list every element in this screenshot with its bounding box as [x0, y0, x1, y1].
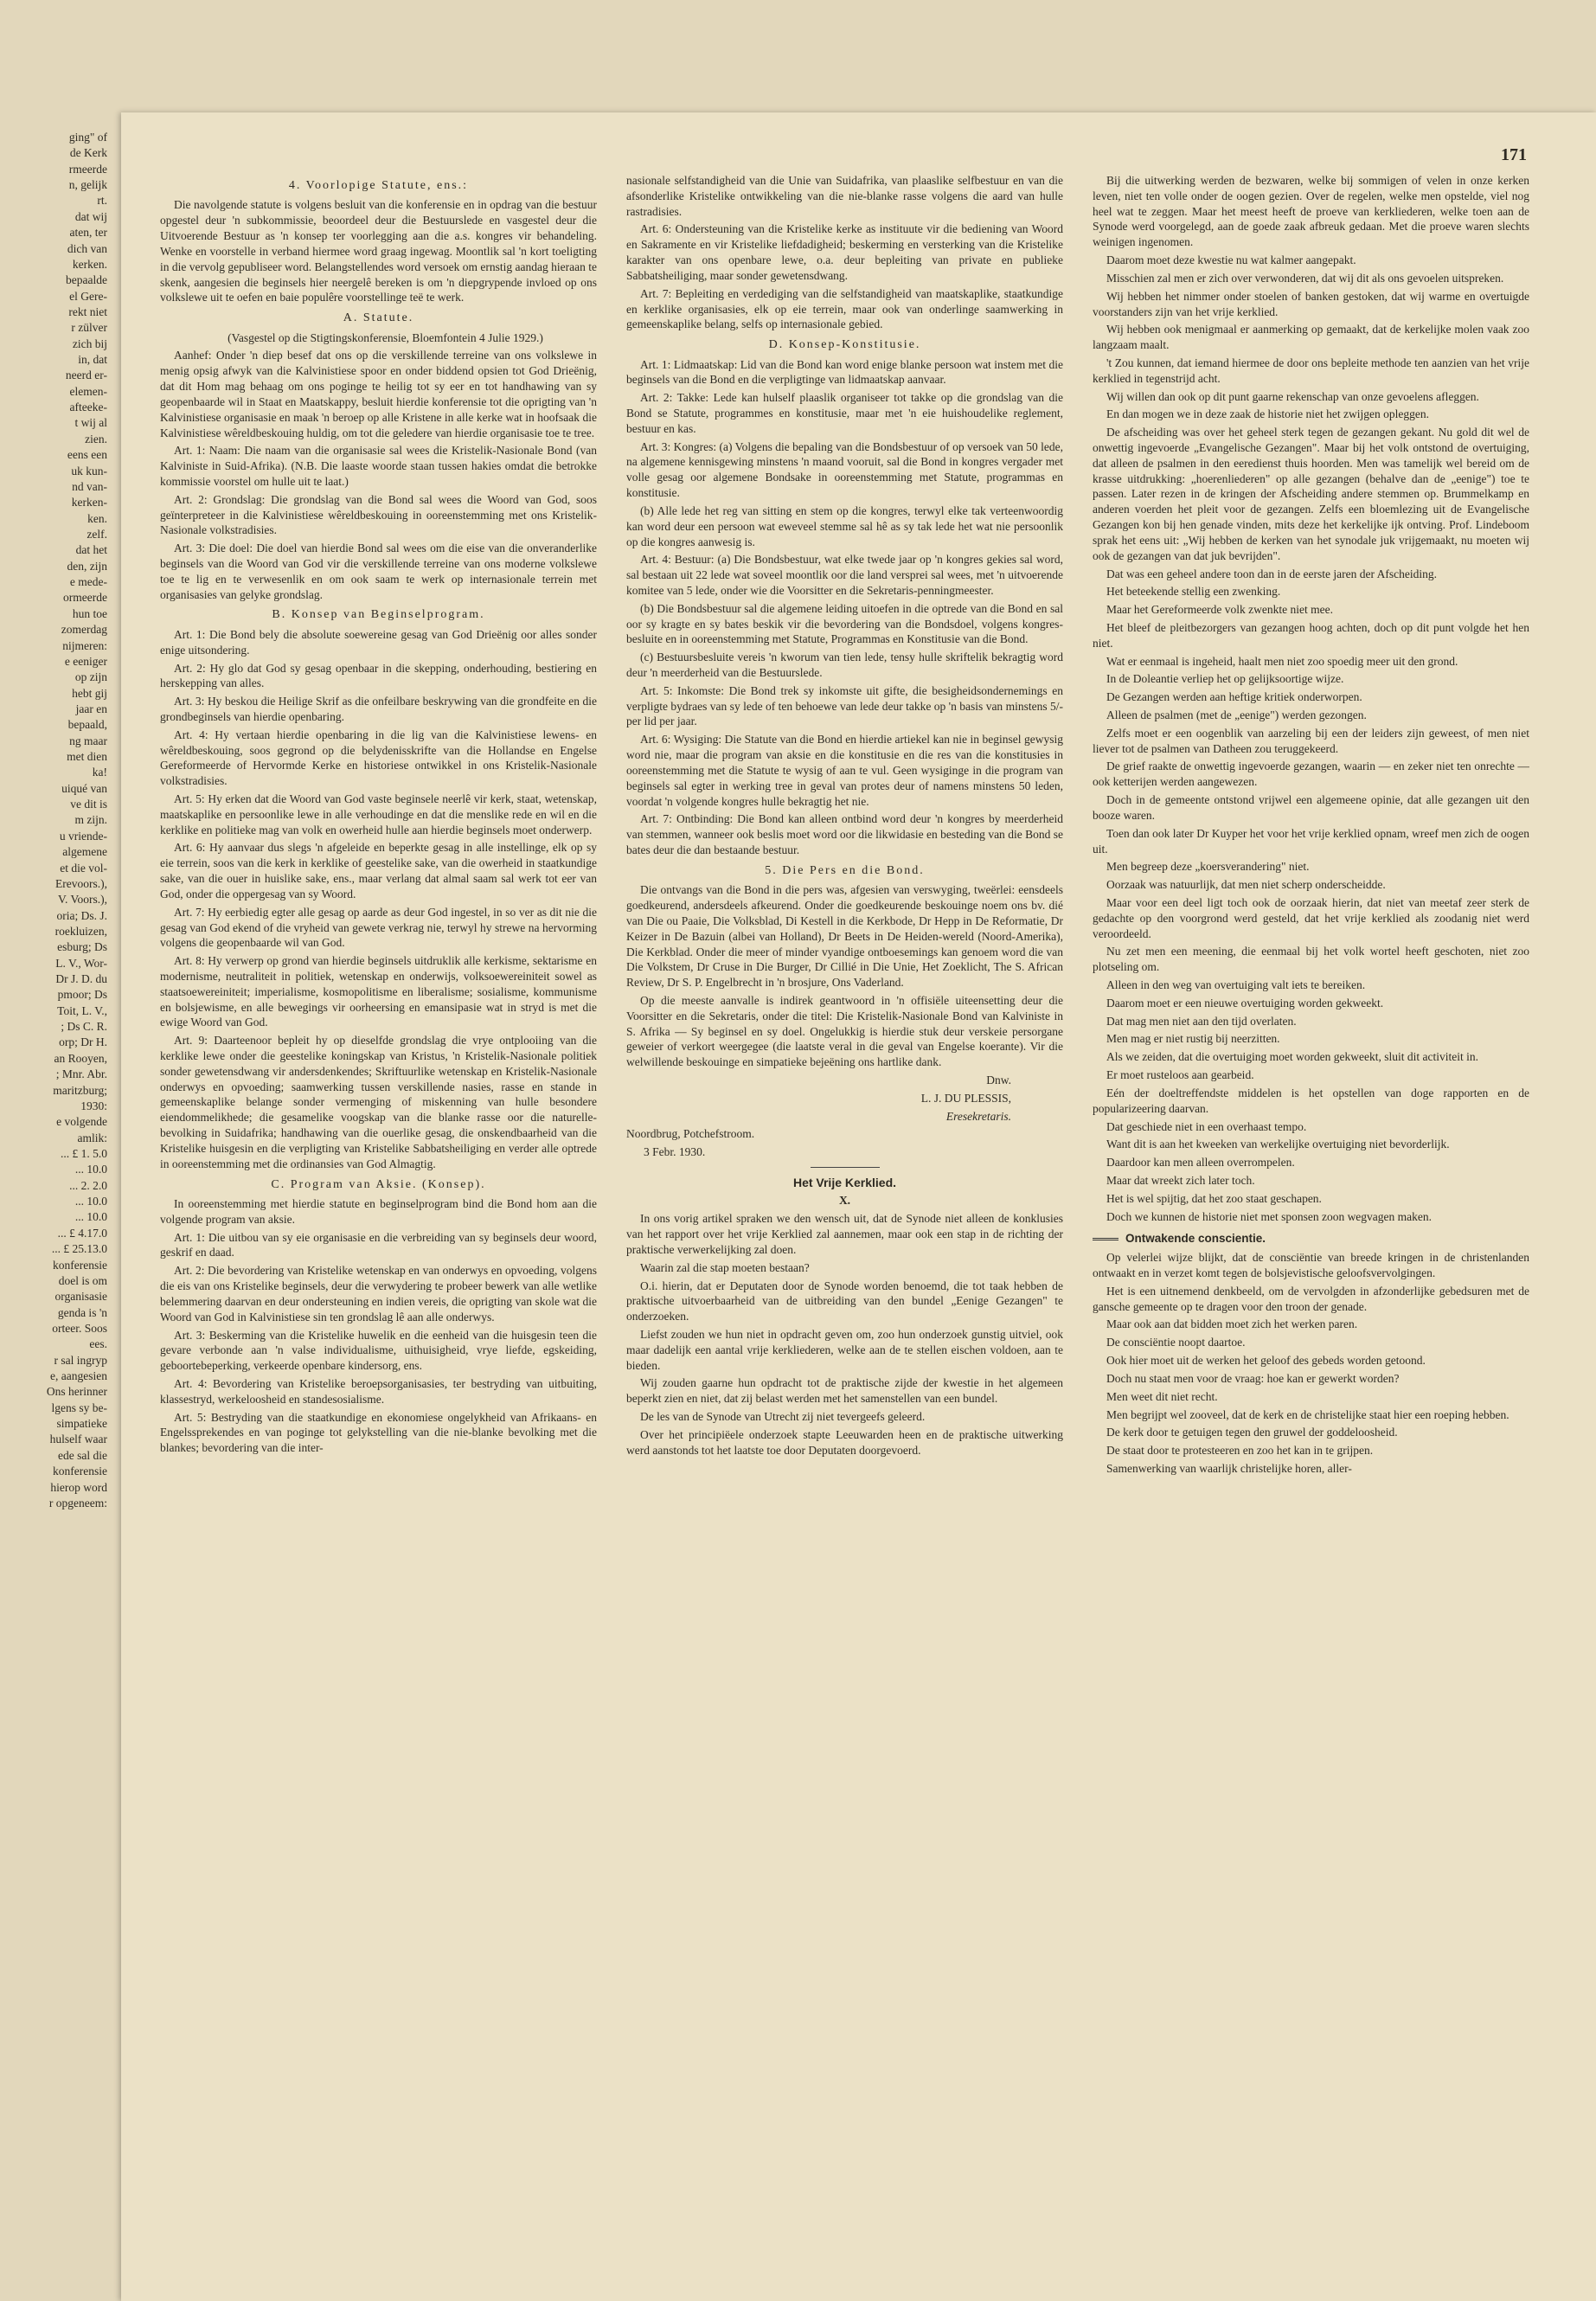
margin-fragment: Ons herinner — [46, 1385, 107, 1399]
paragraph: Art. 3: Hy beskou die Heilige Skrif as die onfeilbare beskrywing van die grondfeite en die grondbeginsels van hierdie openbaring. — [160, 695, 597, 723]
margin-fragment: dich van — [67, 241, 107, 255]
margin-fragment: m zijn. — [74, 813, 107, 827]
margin-fragment: konferensie — [53, 1465, 107, 1478]
paragraph: Op die meeste aanvalle is indirek geantwoord in 'n offisiële uiteensetting deur die Voorsitter en die Sekretaris, onder die titel: Die Kristelik-Nasionale Bond van Kalviniste in S. Afrika — Sy beginsel en sy doel. Ongelukkig is hierdie stuk deur verskeie persorgane geweier of verkort weergegee (die laatste veral in die geval van Engelse koerante). Vir die welwillende beskouinge en simpatieke bejeëning ons hartlike dank. — [626, 993, 1063, 1069]
margin-fragment: konferensie — [53, 1258, 107, 1272]
margin-fragment: esburg; Ds — [57, 940, 107, 954]
margin-fragment: Dr J. D. du — [55, 972, 107, 986]
margin-fragment: ... 10.0 — [74, 1210, 107, 1224]
margin-fragment: ... £ 25.13.0 — [51, 1242, 107, 1256]
margin-fragment: genda is 'n — [57, 1305, 107, 1319]
margin-fragment: el Gere- — [69, 289, 107, 303]
paragraph: Wij willen dan ook op dit punt gaarne rekenschap van onze gevoelens afleggen. — [1106, 389, 1479, 403]
paragraph: Doch in de gemeente ontstond vrijwel een algemeene opinie, dat alle gezangen uit den booze waren. — [1093, 793, 1529, 822]
margin-fragment: e mede- — [69, 575, 107, 589]
margin-fragment: hulself waar — [49, 1433, 107, 1446]
paragraph: Art. 5: Hy erken dat die Woord van God vaste beginsele neerlê vir kerk, staat, wetenskap, maatskaplike en persoonlike lewe in alle verhoudinge en dat die menslike rede en wil en die kerklike en politieke mag van volk en owerheid hulle aan hierdie beginsels moet onderwerp. — [160, 792, 597, 836]
heading-rule-mark — [1093, 1238, 1118, 1240]
heading-statute: 4. Voorlopige Statute, ens.: — [288, 179, 469, 192]
paragraph: (Vasgestel op die Stigtingskonferensie, Bloemfontein 4 Julie 1929.) — [228, 330, 543, 344]
margin-fragment: zomerdag — [61, 623, 107, 637]
margin-fragment: e volgende — [56, 1115, 107, 1129]
paragraph: In ooreenstemming met hierdie statute en beginselprogram bind die Bond hom aan die volgende program van aksie. — [160, 1197, 597, 1226]
paragraph: Ook hier moet uit de werken het geloof des gebeds worden getoond. — [1106, 1354, 1426, 1368]
margin-fragment: ... 2. 2.0 — [69, 1178, 107, 1192]
paragraph: In ons vorig artikel spraken we den wensch uit, dat de Synode niet alleen de konklusies van het rapport over het vrije Kerklied zal aannemen, maar ook een stap in de richting der praktische verwerkelijking zal doen. — [626, 1212, 1063, 1256]
divider — [811, 1167, 880, 1168]
margin-fragment: ees. — [89, 1337, 107, 1351]
column-2 — [626, 173, 1063, 2214]
paragraph: Die navolgende statute is volgens besluit van die konferensie en in opdrag van die bestuur opgestel deur 'n subkommissie, beoordeel deur die Bestuurslede en vasgestel deur die Uitvoerende Bestuur as 'n konsep ter voorlegging aan die a.s. kongres vir behandeling. Wenke en voorstelle in verband hiermee word graag ingewag. Moontlik sal 'n kort toeligting in die vervolg gepubliseer word. Belangstellendes word versoek om ernstig aandag hieraan te skenk, aangesien die beginsels hier neergelê bereken is om 'n diepgrypende invloed op ons volkslewe uit te oefen en baie populêre voorstellinge teë te werk. — [160, 198, 597, 304]
place: Noordbrug, Potchefstroom. — [626, 1127, 755, 1141]
margin-fragment: V. Voors.), — [57, 893, 107, 907]
heading-pers: 5. Die Pers en die Bond. — [765, 863, 925, 877]
margin-fragment: ng maar — [69, 734, 107, 747]
paragraph: Maar voor een deel ligt toch ook de oorzaak hierin, dat niet van meetaf zeer sterk de gedachte op den voorgrond werd gesteld, dat het vrije kerklied als zoodanig niet werd veroordeeld. — [1093, 895, 1529, 940]
paragraph: Wat er eenmaal is ingeheid, haalt men niet zoo spoedig meer uit den grond. — [1106, 654, 1458, 668]
margin-fragment: rmeerde — [68, 162, 107, 176]
paragraph: Art. 9: Daarteenoor bepleit hy op dieselfde grondslag die vrye ontplooiing van die kerklike lewe onder die geestelike koningskap van Kristus, 'n Kristelik-Nasionale politiek sonder gewetensdwang vir andersdenkendes; Skriftuurlike wetenskap en Kristelik-Nasionale onderwys en opvoeding; saamwerking tussen verskillende nasies, rasse en stande in gemeenskaplike belange sonder vermenging of miskenning van hulle besondere eiendommelikhede; die gesamelike voogskap van die blanke rasse oor die naturelle-bevolking in Suidafrika; handhawing van die ouerlike gesag, die onskendbaarheid van die Kristelike huisgesin en die verpligting van Kristelike Sabbatsheiliging en verder alle optrede in ooreenstemming met die ordinansies van God Almagtig. — [160, 1034, 597, 1170]
paragraph: Maar ook aan dat bidden moet zich het werken paren. — [1106, 1317, 1358, 1331]
margin-fragment: 1930: — [80, 1099, 107, 1112]
paragraph: Liefst zouden we hun niet in opdracht geven om, zoo hun onderzoek gunstig uitviel, ook maar dadelijk een aantal vrije kerkliederen, welke aan de te stellen eischen voldoen, aan te bieden. — [626, 1328, 1063, 1372]
margin-fragment: aten, ter — [69, 226, 107, 240]
paragraph: Aanhef: Onder 'n diep besef dat ons op die verskillende terreine van ons volkslewe in menig opsig afwyk van die Kalvinistiese spoor en onder biddend opsien tot God Drieënig, dat dit Hom mag behaag om ons poginge te heilig tot sy eer en tot handhawing van sy geopenbaarde wil in Staat en Maatskappy, besluit hierdie konferensie tot die oprigting van 'n Kalvinistiese organisasie en maak 'n beroep op alle Kristene in alle kerke wat in hoofsaak die Kalvinistiese wêreldbeskouing huldig, om tot die geledere van hierdie organisasie toe te tree. — [160, 349, 597, 439]
paragraph: Men begrijpt wel zooveel, dat de kerk en de christelijke staat hier een roeping hebben. — [1106, 1407, 1509, 1421]
paragraph: Zelfs moet er een oogenblik van aarzeling bij een der leiders zijn geweest, of men niet liever tot de psalmen van Datheen zou teruggekeerd. — [1093, 726, 1529, 755]
heading-konstitusie: D. Konsep-Konstitusie. — [768, 338, 921, 352]
paragraph: Art. 7: Hy eerbiedig egter alle gesag op aarde as deur God ingestel, in so ver as dit nie die gesag van God ekend of die vryheid van gewete verkrag nie, terwyl hy strewe na hervorming volgens die geopenbaarde wil van God. — [160, 905, 597, 950]
paragraph: Misschien zal men er zich over verwonderen, dat wij dit als ons gevoelen uitspreken. — [1106, 271, 1504, 285]
margin-fragment: maritzburg; — [53, 1083, 107, 1097]
paragraph: Oorzaak was natuurlijk, dat men niet scherp onderscheidde. — [1106, 878, 1386, 892]
heading-program-aksie: C. Program van Aksie. (Konsep). — [271, 1177, 486, 1191]
paragraph: Art. 3: Kongres: (a) Volgens die bepaling van die Bondsbestuur of op versoek van 50 lede, na algemene kennisgewing minstens 'n maand vooruit, sal die Bond in kongres vergader met volle gesag oor algemene Bondsake in ooreenstemming met Statute, programmas en konstitusie. — [626, 439, 1063, 500]
margin-fragment: bepaald, — [67, 718, 107, 732]
margin-fragment: ken. — [87, 511, 107, 525]
paragraph: Art. 7: Ontbinding: Die Bond kan alleen ontbind word deur 'n kongres by meerderheid van stemmen, wanneer ook beslis moet word oor die likwidasie en besteding van die Bond se bates deur die dan bestaande bestuur. — [626, 812, 1063, 856]
margin-fragment: orp; Dr H. — [59, 1035, 107, 1049]
margin-fragment: Toit, L. V., — [57, 1003, 107, 1017]
margin-fragment: r sal ingryp — [54, 1353, 107, 1367]
paragraph: (c) Bestuursbesluite vereis 'n kworum van tien lede, tensy hulle skriftelik bekragtig word deur 'n meerderheid van die Bestuurslede. — [626, 651, 1063, 680]
paragraph: Art. 1: Naam: Die naam van die organisasie sal wees die Kristelik-Nasionale Bond (van Kalviniste in Suid-Afrika). (N.B. Die laaste woorde staan tussen hakies omdat die betrokke kommissie voorstel om hulle uit te laat.) — [160, 444, 597, 488]
paragraph: Nu zet men een meening, die eenmaal bij het volk wortel heeft geschoten, niet zoo plotseling om. — [1093, 945, 1529, 974]
margin-fragment: bepaalde — [66, 273, 107, 287]
margin-fragment: ede sal die — [58, 1448, 107, 1462]
paragraph: De grief raakte de onwettig ingevoerde gezangen, waarin — en zeker niet ten onrechte — ook ketterijen werden aangewezen. — [1093, 760, 1529, 789]
margin-fragment: ... 10.0 — [74, 1163, 107, 1176]
paragraph: Het is een uitnemend denkbeeld, om de vervolgden in afzonderlijke gebedsuren met de gansche gemeente op te dragen voor den troon der genade. — [1093, 1284, 1529, 1313]
paragraph: Art. 1: Lidmaatskap: Lid van die Bond kan word enige blanke persoon wat instem met die beginsels van die Bond en die verpligtinge van lidmaatskap aanvaar. — [626, 357, 1063, 387]
paragraph: Want dit is aan het kweeken van werkelijke overtuiging niet bevorderlijk. — [1106, 1138, 1450, 1151]
paragraph: Er moet rusteloos aan gearbeid. — [1106, 1068, 1254, 1082]
paragraph: Art. 6: Wysiging: Die Statute van die Bond en hierdie artiekel kan nie in beginsel gewysig word nie, maar die program van aksie en die konstitusie en die res van die konstitusies in ooreenstemming met die Statute te wysig of aan te vul. Geen wysiginge in die program van beginsels sal egter in werking tree in geval van protes deur of namens minstens 50 leden, voordat 'n volgende kongres hulle bekragtig het nie. — [626, 733, 1063, 808]
paragraph: Art. 2: Grondslag: Die grondslag van die Bond sal wees die Woord van God, soos geïnterpreteer in die Kalvinistiese wêreldbeskouing in ooreenstemming met ons Kristelik-Nasionale volkstradisies. — [160, 492, 597, 537]
margin-fragment: pmoor; Ds — [57, 988, 107, 1002]
paragraph: Wij hebben het nimmer onder stoelen of banken gestoken, dat wij warme en overtuigde voorstanders zijn van het vrije kerklied. — [1093, 289, 1529, 318]
paragraph: Daarom moet er een nieuwe overtuiging worden gekweekt. — [1106, 996, 1384, 1009]
paragraph: Over het principiëele onderzoek stapte Leeuwarden heen en de praktische uitwerking werd aanstonds tot het laatste toe door Deputaten doorgevoerd. — [626, 1427, 1063, 1457]
paragraph: Daardoor kan men alleen overrompelen. — [1106, 1156, 1295, 1170]
margin-fragment: roekluizen, — [54, 924, 107, 938]
paragraph: Alleen in den weg van overtuiging valt iets te bereiken. — [1106, 978, 1366, 991]
heading-statute-a: A. Statute. — [343, 311, 414, 325]
margin-fragment: neerd er- — [65, 369, 107, 382]
paragraph: Die ontvangs van die Bond in die pers was, afgesien van verswyging, tweërlei: eensdeels goedkeurend, andersdeels afkeurend. Onder die goedkeurende beskouinge noem ons bv. dié van Die ou Paaie, Die Volksblad, Di Kestell in die Kerkbode, Dr Hepp in De Reformatie, Dr Keizer in De Bazuin (albei van Holland), Dr Beets in De Heiden-wereld (Noord-Amerika), Die Kerkblad. Onder die meer of minder vyandige ontboesemings kan genoem word die van Die Volkstem, Dr Cruse in Die Burger, Dr Cillié in Die Unie, Het Zoeklicht, The S. African Review, Dr S. P. Engelbrecht in 'n brosjure, Ons Vaderland. — [626, 883, 1063, 990]
margin-fragment: Erevoors.), — [55, 876, 107, 890]
paragraph: Men mag er niet rustig bij neerzitten. — [1106, 1032, 1280, 1046]
paragraph: Art. 4: Bestuur: (a) Die Bondsbestuur, wat elke twede jaar op 'n kongres gekies sal word, sal bestaan uit 22 lede wat soveel moontlik oor die land versprei sal wees, met 'n uitvoerende komitee van 5 lede, onder wie die Voorsitter en die Sekretaris-penningmeester. — [626, 553, 1063, 597]
paragraph: In de Doleantie verliep het op gelijksoortige wijze. — [1106, 672, 1344, 686]
paragraph: Doch nu staat men voor de vraag: hoe kan er gewerkt worden? — [1106, 1371, 1400, 1385]
paragraph: Men weet dit niet recht. — [1106, 1389, 1218, 1403]
paragraph: Men begreep deze „koersverandering" niet. — [1106, 860, 1310, 874]
paragraph: Wij hebben ook menigmaal er aanmerking op gemaakt, dat de kerkelijke molen vaak zoo langzaam maalt. — [1093, 323, 1529, 352]
margin-fragment: ; Ds C. R. — [61, 1020, 107, 1034]
paragraph: Bij die uitwerking werden de bezwaren, welke bij sommigen of velen in onze kerken leven, niet ten volle onder de oogen gezien. Over de regelen, welke men opstelde, viel nog heel wat te zeggen. Maar het meest heeft de proeve van kerkliederen, welke toen aan de Synode werd voorgelegd, aan de goede zaak afbreuk gedaan. Met die proeve waren slechts weinigen ingenomen. — [1093, 174, 1529, 249]
signature-name: L. J. DU PLESSIS, — [920, 1091, 1011, 1105]
paragraph: (b) Die Bondsbestuur sal die algemene leiding uitoefen in die optrede van die Bond en sal oor sy kragte en sy bates beskik vir die bevordering van die Bondsdoel, volgens kongres-besluite en in ooreenstemming met Statute, Programmas en Konstitusie van die Bond. — [626, 601, 1063, 646]
margin-fragment: e eeniger — [64, 654, 107, 668]
signature-title: Eresekretaris. — [945, 1109, 1011, 1123]
margin-fragment: jaar en — [75, 702, 107, 715]
paragraph: Art. 8: Hy verwerp op grond van hierdie beginsels uitdruklik alle kerkisme, sektarisme en modernisme, neutraliteit in politiek, wetenskap en onderwijs, volksoewereiniteit sowel as staatsoewereiniteit; imperialisme, kosmopolitisme en liberalisme; sosialisme, kommunisme en bolsjewisme, en alle bewegings vir oorheersing en emansipasie wat in stryd is met die ewige Woord van God. — [160, 954, 597, 1029]
margin-fragment: t wij al — [74, 416, 107, 430]
paragraph: Maar dat wreekt zich later toch. — [1106, 1173, 1255, 1187]
paragraph: Art. 2: Hy glo dat God sy gesag openbaar in die skepping, onderhouding, bestiering en herskepping van alles. — [160, 661, 597, 690]
paragraph: Waarin zal die stap moeten bestaan? — [640, 1260, 810, 1274]
margin-fragment: amlik: — [77, 1131, 107, 1144]
margin-fragment: ... £ 1. 5.0 — [61, 1147, 107, 1160]
paragraph: Dat mag men niet aan den tijd overlaten. — [1106, 1014, 1297, 1028]
margin-fragment: simpatieke — [56, 1417, 107, 1431]
margin-fragment: hun toe — [72, 606, 107, 620]
paragraph: Art. 2: Takke: Lede kan hulself plaaslik organiseer tot takke op die grondslag van die Bond se Statute, programmes en konstitusie, maar met 'n eie huishoudelike reglement, bestuur en kas. — [626, 391, 1063, 435]
paragraph: Dat geschiede niet in een overhaast tempo. — [1106, 1119, 1307, 1133]
margin-fragment: ve dit is — [70, 798, 107, 811]
margin-fragment: L. V., Wor- — [55, 956, 107, 970]
margin-fragment: algemene — [62, 845, 107, 859]
article-number: X. — [838, 1193, 851, 1207]
paragraph: Art. 3: Beskerming van die Kristelike huwelik en die eenheid van die huisgesin teen die gevare verbonde aan 'n valse individualisme, uithuisigheid, vrye liefde, egskeiding, geboortebeperking, verkeerde openbare kindersorg, ens. — [160, 1328, 597, 1373]
paragraph: Eén der doeltreffendste middelen is het opstellen van doge rapporten en de popularizeering daarvan. — [1093, 1086, 1529, 1115]
column-1 — [160, 173, 597, 2214]
margin-fragment: de Kerk — [69, 146, 107, 160]
margin-fragment: ka! — [92, 766, 107, 779]
paragraph: Daarom moet deze kwestie nu wat kalmer aangepakt. — [1106, 253, 1356, 267]
paragraph: De staat door te protesteeren en zoo het kan in te grijpen. — [1106, 1444, 1374, 1458]
margin-fragment: dat wij — [74, 209, 107, 223]
paragraph: De Gezangen werden aan heftige kritiek onderworpen. — [1106, 690, 1362, 704]
heading-text: Ontwakende conscientie. — [1125, 1232, 1266, 1246]
margin-fragment: zien. — [85, 432, 107, 445]
paragraph: Art. 1: Die Bond bely die absolute soewereine gesag van God Drieënig oor alles sonder enige uitsondering. — [160, 627, 597, 657]
paragraph: De afscheiding was over het geheel sterk tegen de gezangen gekant. Nu gold dit wel de onwettig ingevoerde „Evangelische Gezangen". Maar bij het volk ontstond de overtuiging, dat alleen de psalmen in den eeredienst thuis hoorden. Men was tamelijk wel bereid om de krasse uitdrukking: „hoerenliederen" op alle gezangen (behalve dan de „eenige") toe te passen. Later rezen in de kringen der Afscheiding andere stemmen op. Brummelkamp en anderen voerden het pleit voor de gezangen. Zelfs een bloemlezing uit de Evangelische Gezangen kon bij hen genade vinden, mits deze het kerkelijke ijk ontving. Prof. Lindeboom sprak het eens uit: „Wij hebben de kerken van het synodale juk vrijgemaakt, nu moeten wij ook de gezangen van dat juk bevrijden". — [1093, 426, 1529, 562]
margin-fragment: oria; Ds. J. — [56, 908, 107, 922]
margin-fragment: ... 10.0 — [74, 1195, 107, 1208]
column-3 — [1093, 173, 1529, 2214]
margin-fragment: eens een — [67, 448, 107, 462]
paragraph: Doch we kunnen de historie niet met sponsen zoon wegvagen maken. — [1106, 1209, 1433, 1223]
paragraph: O.i. hierin, dat er Deputaten door de Synode worden benoemd, die tot taak hebben de praktische uitvoerbaarheid van de uitbreiding van den bundel „Eenige Gezangen" te onderzoeken. — [626, 1279, 1063, 1324]
margin-fragment: uk kun- — [71, 464, 107, 478]
paragraph: De consciëntie noopt daartoe. — [1106, 1336, 1246, 1349]
paragraph: Art. 1: Die uitbou van sy eie organisasie en die verbreiding van sy beginsels deur woord, geskrif en daad. — [160, 1230, 597, 1259]
margin-fragment: nd van- — [72, 479, 107, 493]
heading-beginselprogram: B. Konsep van Beginselprogram. — [272, 608, 485, 622]
margin-fragment: r zülver — [71, 321, 107, 335]
paragraph: Samenwerking van waarlijk christelijke horen, aller- — [1106, 1461, 1352, 1475]
margin-fragment: orteer. Soos — [52, 1321, 107, 1335]
page-number: 171 — [1501, 145, 1527, 164]
newspaper-page — [121, 112, 1596, 2301]
paragraph: Art. 4: Hy vertaan hierdie openbaring in die lig van die Kalvinistiese lewens- en wêreldbeskouing, soos gegrond op die belydenisskrifte van die Hollandse en Engelse Gereformeerde of Hervormde Kerke en historiese ontwikkel in ons Kristelik-Nasionale volkstradisies. — [160, 727, 597, 788]
paragraph: Wij zouden gaarne hun opdracht tot de praktische zijde der kwestie in het algemeen beperkt zien en niet, dat zij belast werden met het samenstellen van een bundel. — [626, 1376, 1063, 1406]
paragraph: De kerk door te getuigen tegen den gruwel der goddeloosheid. — [1106, 1426, 1398, 1439]
margin-fragment: kerken- — [71, 496, 107, 510]
margin-fragment: lgens sy be- — [51, 1400, 107, 1414]
paragraph: Art. 7: Bepleiting en verdediging van die selfstandigheid van maatskaplike, staatkundige en kerklike organisasies, elk op eie terrein, maar ook van onderlinge saamwerking in gemeenskaplike belang, selfs op internasionale gebied. — [626, 286, 1063, 331]
paragraph: (b) Alle lede het reg van sitting en stem op die kongres, terwyl elke tak verteenwoordig kan word deur een persoon wat eweveel stemme sal hê as sy tak lede het wat nie persoonlik op die kongres aanwesig is. — [626, 503, 1063, 548]
margin-fragment: rt. — [97, 194, 107, 208]
margin-fragment: organisasie — [54, 1290, 107, 1304]
margin-fragment: elemen- — [69, 384, 107, 398]
margin-fragment: et die vol- — [60, 861, 107, 875]
margin-fragment: op zijn — [74, 670, 107, 684]
margin-fragment: dat het — [75, 543, 107, 557]
paragraph: Art. 5: Inkomste: Die Bond trek sy inkomste uit gifte, die besigheidsondernemings en verpligte bydraes van sy lede of ten behoewe van lede deur takke op 'n basis van minstens 5/- per lid per jaar. — [626, 683, 1063, 728]
paragraph: Art. 6: Ondersteuning van die Kristelike kerke as instituute vir die bediening van Woord en Sakramente en vir Kristelike liefdadigheid; beskerming en versterking van die Kristelike karakter van ons openbare lewe, o.a. deur bepleiting van private en publieke Sabbatsheiliging, maar sonder gewetensdwang. — [626, 222, 1063, 282]
paragraph: En dan mogen we in deze zaak de historie niet het zwijgen opleggen. — [1106, 407, 1429, 421]
margin-fragment: zich bij — [72, 336, 107, 350]
margin-fragment: nijmeren: — [62, 638, 107, 652]
margin-fragment: ging" of — [68, 131, 107, 144]
section-heading-conscientie — [1093, 1231, 1529, 1247]
heading-vrije-kerklied: Het Vrije Kerklied. — [792, 1176, 897, 1190]
margin-fragment: an Rooyen, — [54, 1051, 107, 1065]
margin-fragment: ... £ 4.17.0 — [57, 1226, 107, 1240]
paragraph: Art. 4: Bevordering van Kristelike beroepsorganisasies, ter bestryding van uitbuiting, klassestryd, werkeloosheid en standesosialisme. — [160, 1376, 597, 1406]
margin-fragment: ; Mnr. Abr. — [55, 1067, 107, 1081]
paragraph: Art. 2: Die bevordering van Kristelike wetenskap en van onderwys en opvoeding, volgens die eis van ons Kristelike beginsels, deur die verwydering te probeer bewerk van alle wetlike belemmering daarvan en deur ondersteuning en indien vereis, die oprigting van skole wat die Woord van God in Kalvinistiese sin ten grondslag lê aan alle onderwys. — [160, 1264, 597, 1324]
paragraph: Het is wel spijtig, dat het zoo staat geschapen. — [1106, 1191, 1322, 1205]
paragraph: Het bleef de pleitbezorgers van gezangen hoog achten, doch op dit punt volgde het hen niet. — [1093, 620, 1529, 650]
paragraph: Alleen de psalmen (met de „eenige") werden gezongen. — [1106, 708, 1367, 721]
paragraph: Art. 6: Hy aanvaar dus slegs 'n afgeleide en beperkte gesag in alle instellinge, elk op sy eie terrein, soos van die kerk in kerklike of geestelike sake, van die owerheid in staatkundige sake, van die ouer in huislike sake, ens., maar verlang dat almal saam sal werk tot eer van God, onder die oppergesag van sy Woord. — [160, 841, 597, 901]
margin-fragment: met dien — [67, 750, 107, 764]
paragraph: Dat was een geheel andere toon dan in de eerste jaren der Afscheiding. — [1106, 567, 1437, 580]
paragraph: Art. 3: Die doel: Die doel van hierdie Bond sal wees om die eise van die onveranderlike beginsels van die Woord van God vir die verskillende terreine van ons moderne volkslewe toe te lig en te verwesenlik en om ook saam te werk op internasionale terrein met organisasies van gelyke grondslag. — [160, 542, 597, 601]
margin-fragment: ormeerde — [63, 591, 107, 605]
margin-fragment: r opgeneem: — [48, 1496, 107, 1509]
paragraph: 't Zou kunnen, dat iemand hiermee de door ons bepleite methode ten aanzien van het vrije kerklied in tegenstrijd acht. — [1093, 356, 1529, 385]
margin-fragment: hierop word — [50, 1480, 107, 1494]
margin-fragment: kerken. — [72, 257, 107, 271]
margin-fragment: rekt niet — [68, 304, 107, 318]
paragraph: nasionale selfstandigheid van die Unie van Suidafrika, van plaaslike selfbestuur en van die afsonderlike Kristelike ontwikkeling van die nie-blanke rasse volgens die aard van hulle rastradisies. — [626, 174, 1063, 218]
margin-fragment: doel is om — [58, 1273, 107, 1287]
margin-fragment: hebt gij — [72, 686, 107, 700]
paragraph: De les van de Synode van Utrecht zij niet tevergeefs geleerd. — [640, 1410, 926, 1424]
previous-page-margin — [0, 130, 112, 2206]
paragraph: Op velerlei wijze blijkt, dat de consciëntie van breede kringen in de christenlanden ontwaakt en in verzet komt tegen de bolsjevistische geloofsvervolgingen. — [1093, 1251, 1529, 1279]
paragraph: Het beteekende stellig een zwenking. — [1106, 585, 1281, 599]
margin-fragment: n, gelijk — [68, 178, 107, 192]
paragraph: Als we zeiden, dat die overtuiging moet worden gekweekt, sluit dit activiteit in. — [1106, 1050, 1479, 1064]
margin-fragment: uiqué van — [61, 781, 107, 795]
paragraph: Toen dan ook later Dr Kuyper het voor het vrije kerklied opnam, wreef men zich de oogen uit. — [1093, 826, 1529, 856]
margin-fragment: den, zijn — [67, 559, 107, 573]
paragraph: Maar het Gereformeerde volk zwenkte niet mee. — [1106, 603, 1333, 617]
closing: Dnw. — [986, 1074, 1011, 1086]
margin-fragment: zelf. — [87, 527, 107, 541]
paragraph: Art. 5: Bestryding van die staatkundige en ekonomiese ongelykheid van Afrikaans- en Engelssprekendes en van poginge tot gelykstelling van die nie-blanke bevolking met die blankes; bevordering van die inter- — [160, 1410, 597, 1455]
margin-fragment: in, dat — [78, 353, 107, 367]
margin-fragment: e, aangesien — [50, 1369, 107, 1383]
date: 3 Febr. 1930. — [644, 1145, 706, 1159]
margin-fragment: u vriende- — [59, 829, 107, 843]
margin-fragment: afteeke- — [69, 401, 107, 414]
